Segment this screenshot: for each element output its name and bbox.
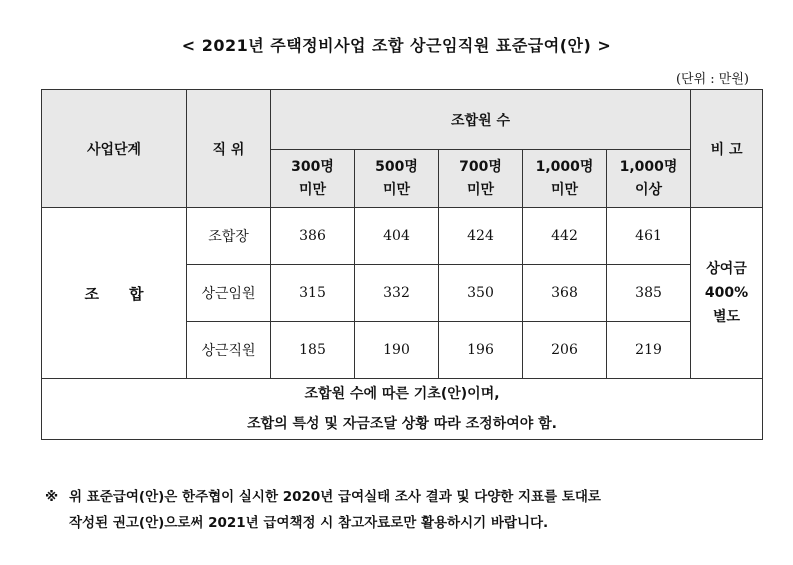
row-3-value-4: 206 <box>523 322 607 379</box>
row-2-value-4: 368 <box>523 265 607 322</box>
header-member-count: 조합원 수 <box>271 90 691 150</box>
header-range-3 <box>439 150 523 208</box>
range-3-line2: 미만 <box>466 181 495 198</box>
range-5-line2: 이상 <box>635 181 663 198</box>
range-5-line1: 1,000명 <box>619 158 678 175</box>
row-1-value-2: 404 <box>355 208 439 265</box>
range-2-line1: 500명 <box>375 158 418 175</box>
header-stage: 사업단계 <box>42 90 187 208</box>
page-title: < 2021년 주택정비사업 조합 상근임직원 표준급여(안) > <box>181 36 612 55</box>
note-line1: 위 표준급여(안)은 한주협이 실시한 2020년 급여실태 조사 결과 및 다양한 지표를 토대로 <box>69 489 601 505</box>
range-1-line2: 미만 <box>298 181 327 198</box>
note-line2: 작성된 권고(안)으로써 2021년 급여책정 시 참고자료로만 활용하시기 바랍니다. <box>69 515 549 531</box>
row-2-value-3: 350 <box>439 265 523 322</box>
row-3-value-1: 185 <box>271 322 355 379</box>
footer-line2: 조합의 특성 및 자금조달 상황 따라 조정하여야 함. <box>247 416 557 432</box>
row-1-value-4: 442 <box>523 208 607 265</box>
header-range-5 <box>607 150 691 208</box>
remarks-line3: 별도 <box>713 309 741 325</box>
row-3-value-5: 219 <box>607 322 691 379</box>
header-position: 직 위 <box>187 90 271 208</box>
row-2-value-1: 315 <box>271 265 355 322</box>
row-3-value-2: 190 <box>355 322 439 379</box>
range-1-line1: 300명 <box>291 158 334 175</box>
range-4-line2: 미만 <box>550 181 579 198</box>
row-1-value-1: 386 <box>271 208 355 265</box>
header-range-2 <box>355 150 439 208</box>
range-3-line1: 700명 <box>459 158 502 175</box>
row-3-value-3: 196 <box>439 322 523 379</box>
header-remarks: 비 고 <box>691 90 763 208</box>
header-range-1 <box>271 150 355 208</box>
table-footer <box>42 379 763 440</box>
row-1-position: 조합장 <box>187 208 271 265</box>
salary-table <box>41 89 763 440</box>
unit-label: (단위 : 만원) <box>675 72 749 87</box>
footnote <box>45 484 755 536</box>
remarks-cell <box>691 208 763 379</box>
row-2-position: 상근임원 <box>187 265 271 322</box>
row-1-value-5: 461 <box>607 208 691 265</box>
row-1-value-3: 424 <box>439 208 523 265</box>
stage-cell: 조 합 <box>42 208 187 379</box>
row-2-value-2: 332 <box>355 265 439 322</box>
row-3-position: 상근직원 <box>187 322 271 379</box>
note-mark: ※ <box>45 489 59 505</box>
header-range-4 <box>523 150 607 208</box>
remarks-line2: 400% <box>704 285 749 301</box>
remarks-line1: 상여금 <box>706 261 747 277</box>
footer-line1: 조합원 수에 따른 기초(안)이며, <box>304 386 500 402</box>
row-2-value-5: 385 <box>607 265 691 322</box>
range-2-line2: 미만 <box>382 181 411 198</box>
range-4-line1: 1,000명 <box>535 158 594 175</box>
